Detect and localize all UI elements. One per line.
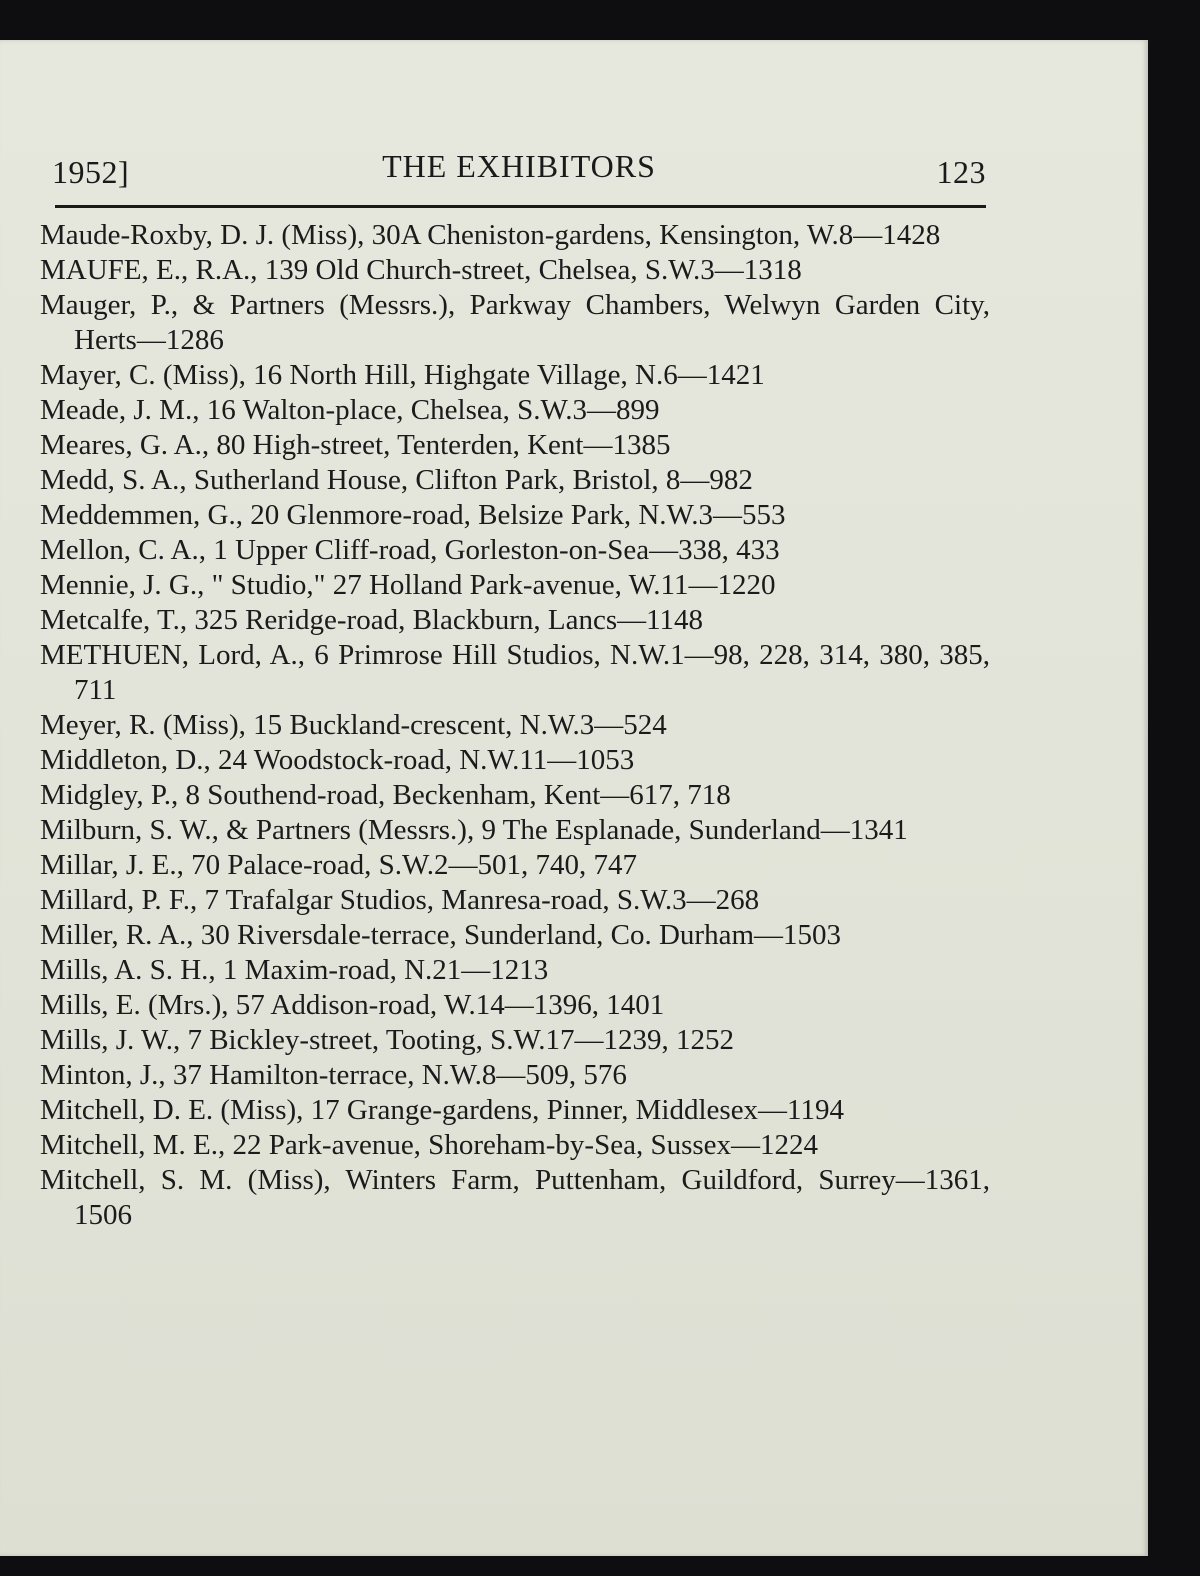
book-page	[0, 40, 1148, 1556]
page-number: 123	[936, 154, 986, 190]
exhibitor-entry: Mellon, C. A., 1 Upper Cliff-road, Gorleston-on-Sea—338, 433	[40, 534, 780, 566]
exhibitor-entry: Minton, J., 37 Hamilton-terrace, N.W.8—509, 576	[40, 1059, 627, 1091]
exhibitor-entry: Medd, S. A., Sutherland House, Clifton Park, Bristol, 8—982	[40, 464, 753, 496]
exhibitor-entry: Meares, G. A., 80 High-street, Tenterden, Kent—1385	[40, 429, 671, 461]
exhibitor-entry: Milburn, S. W., & Partners (Messrs.), 9 The Esplanade, Sunderland—1341	[40, 814, 908, 846]
exhibitor-entry: MAUFE, E., R.A., 139 Old Church-street, Chelsea, S.W.3—1318	[40, 254, 802, 286]
exhibitor-entry: Mills, J. W., 7 Bickley-street, Tooting, S.W.17—1239, 1252	[40, 1024, 734, 1056]
exhibitor-entry: Mitchell, S. M. (Miss), Winters Farm, Puttenham, Guildford, Surrey—1361, 1506	[40, 1164, 990, 1231]
exhibitor-entry: Maude-Roxby, D. J. (Miss), 30A Cheniston-gardens, Kensington, W.8—1428	[40, 219, 941, 251]
exhibitor-entry: METHUEN, Lord, A., 6 Primrose Hill Studios, N.W.1—98, 228, 314, 380, 385, 711	[40, 639, 990, 706]
exhibitor-list	[40, 218, 990, 1233]
page-title: THE EXHIBITORS	[382, 148, 656, 184]
exhibitor-entry: Mayer, C. (Miss), 16 North Hill, Highgate Village, N.6—1421	[40, 359, 765, 391]
header-rule	[55, 205, 986, 208]
exhibitor-entry: Midgley, P., 8 Southend-road, Beckenham, Kent—617, 718	[40, 779, 731, 811]
exhibitor-entry: Mennie, J. G., " Studio," 27 Holland Park-avenue, W.11—1220	[40, 569, 776, 601]
exhibitor-entry: Meyer, R. (Miss), 15 Buckland-crescent, N.W.3—524	[40, 709, 667, 741]
exhibitor-entry: Mitchell, D. E. (Miss), 17 Grange-gardens, Pinner, Middlesex—1194	[40, 1094, 844, 1126]
exhibitor-entry: Miller, R. A., 30 Riversdale-terrace, Sunderland, Co. Durham—1503	[40, 919, 841, 951]
exhibitor-entry: Millard, P. F., 7 Trafalgar Studios, Manresa-road, S.W.3—268	[40, 884, 760, 916]
exhibitor-entry: Metcalfe, T., 325 Reridge-road, Blackburn, Lancs—1148	[40, 604, 704, 636]
exhibitor-entry: Mills, E. (Mrs.), 57 Addison-road, W.14—1396, 1401	[40, 989, 665, 1021]
exhibitor-entry: Millar, J. E., 70 Palace-road, S.W.2—501, 740, 747	[40, 849, 638, 881]
exhibitor-entry: Meddemmen, G., 20 Glenmore-road, Belsize Park, N.W.3—553	[40, 499, 786, 531]
exhibitor-entry: Middleton, D., 24 Woodstock-road, N.W.11—1053	[40, 744, 635, 776]
page-year: 1952]	[52, 154, 130, 190]
exhibitor-entry: Mills, A. S. H., 1 Maxim-road, N.21—1213	[40, 954, 549, 986]
exhibitor-entry: Mauger, P., & Partners (Messrs.), Parkway Chambers, Welwyn Garden City, Herts—1286	[40, 289, 990, 356]
exhibitor-entry: Meade, J. M., 16 Walton-place, Chelsea, S.W.3—899	[40, 394, 660, 426]
page-header	[52, 148, 986, 198]
exhibitor-entry: Mitchell, M. E., 22 Park-avenue, Shoreham-by-Sea, Sussex—1224	[40, 1129, 819, 1161]
